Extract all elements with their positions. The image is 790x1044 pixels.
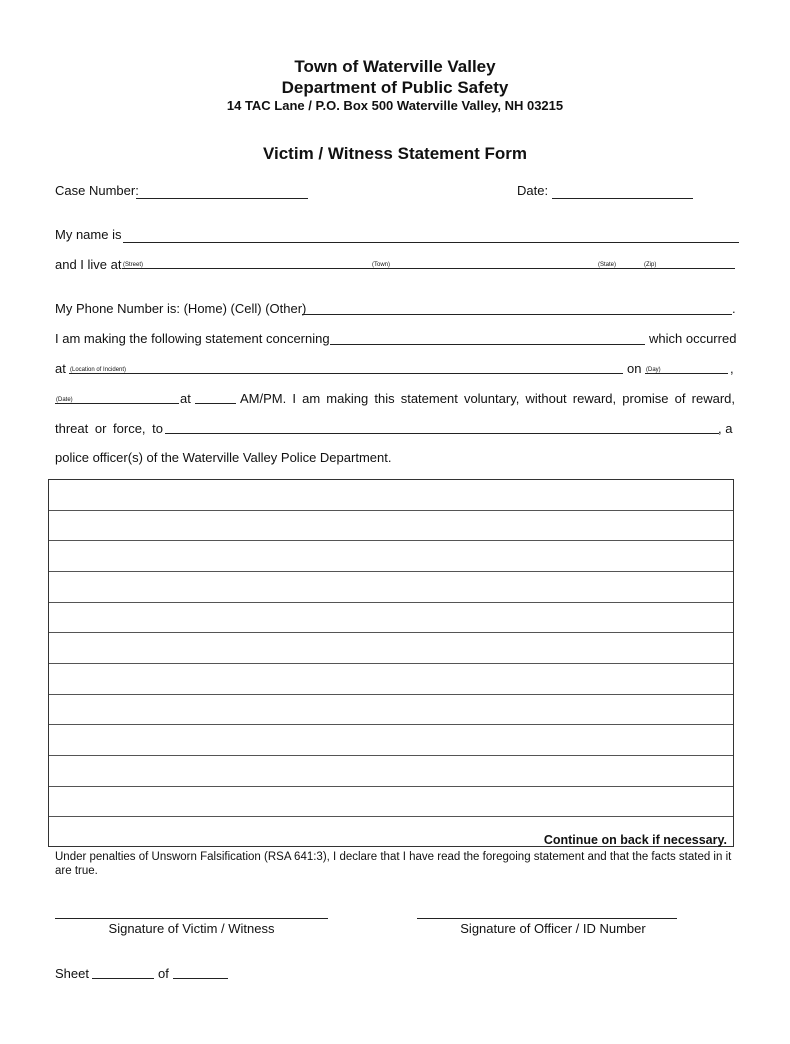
victim-signature-line[interactable] (55, 918, 328, 919)
day-comma: , (730, 361, 734, 376)
case-number-label: Case Number: (55, 183, 139, 198)
sheet-label: Sheet (55, 966, 89, 981)
at-label: at (55, 361, 66, 376)
declaration-text: Under penalties of Unsworn Falsification (RSA 641:3), I declare that I have read the foregoing statement and that the facts stated in it are true. (55, 851, 732, 877)
victim-signature-label: Signature of Victim / Witness (108, 921, 275, 936)
continue-note: Continue on back if necessary. (543, 832, 727, 847)
phone-period: . (732, 301, 736, 316)
phone-label: My Phone Number is: (Home) (Cell) (Other) (55, 301, 307, 316)
case-number-field[interactable] (136, 180, 308, 199)
concerning-field[interactable] (330, 344, 645, 345)
address-label: and I live at (55, 257, 122, 272)
sheet-number-field[interactable] (92, 978, 154, 979)
address-heading: 14 TAC Lane / P.O. Box 500 Waterville Valley, NH 03215 (226, 98, 564, 113)
form-title: Victim / Witness Statement Form (262, 144, 528, 163)
name-label: My name is (55, 227, 122, 242)
police-line-text: police officer(s) of the Waterville Valley Police Department. (55, 450, 392, 465)
a-label: , a (718, 421, 733, 436)
statement-line[interactable] (49, 572, 733, 603)
date-sublabel: (Date) (56, 397, 73, 403)
location-sublabel: (Location of Incident) (70, 367, 127, 373)
state-sublabel: (State) (598, 262, 617, 268)
of-label: of (158, 966, 169, 981)
statement-line[interactable] (49, 695, 733, 726)
threat-label: threat or force, to (55, 421, 163, 436)
sheet-total-field[interactable] (173, 978, 228, 979)
statement-line[interactable] (49, 787, 733, 818)
on-label: on (627, 361, 642, 376)
statement-box[interactable] (48, 479, 734, 847)
department-heading: Department of Public Safety (281, 78, 509, 97)
statement-line[interactable] (49, 541, 733, 572)
statement-line[interactable] (49, 817, 733, 848)
officer-signature-line[interactable] (417, 918, 677, 919)
town-sublabel: (Town) (372, 262, 391, 268)
statement-line[interactable] (49, 603, 733, 634)
location-field[interactable] (69, 373, 623, 374)
concerning-label: I am making the following statement concerning (55, 331, 330, 346)
statement-line[interactable] (49, 725, 733, 756)
phone-field[interactable] (302, 314, 732, 315)
time-field[interactable] (195, 403, 236, 404)
at-time-label: at (180, 391, 191, 406)
voluntary-statement-text: AM/PM. I am making this statement voluntary, without reward, promise of reward, (240, 391, 735, 406)
officer-name-field[interactable] (165, 433, 719, 434)
statement-line[interactable] (49, 480, 733, 511)
town-heading: Town of Waterville Valley (294, 57, 496, 76)
day-field[interactable] (645, 373, 728, 374)
statement-line[interactable] (49, 664, 733, 695)
street-sublabel: (Street) (123, 262, 144, 268)
day-sublabel: (Day) (646, 367, 661, 373)
statement-line[interactable] (49, 633, 733, 664)
statement-line[interactable] (49, 511, 733, 542)
address-field[interactable] (122, 268, 735, 269)
date-field[interactable] (552, 180, 693, 199)
which-occurred-label: which occurred (649, 331, 737, 346)
name-field[interactable] (123, 224, 739, 243)
incident-date-field[interactable] (55, 403, 179, 404)
officer-signature-label: Signature of Officer / ID Number (460, 921, 646, 936)
date-label: Date: (517, 183, 549, 198)
zip-sublabel: (Zip) (644, 262, 657, 268)
statement-line[interactable] (49, 756, 733, 787)
